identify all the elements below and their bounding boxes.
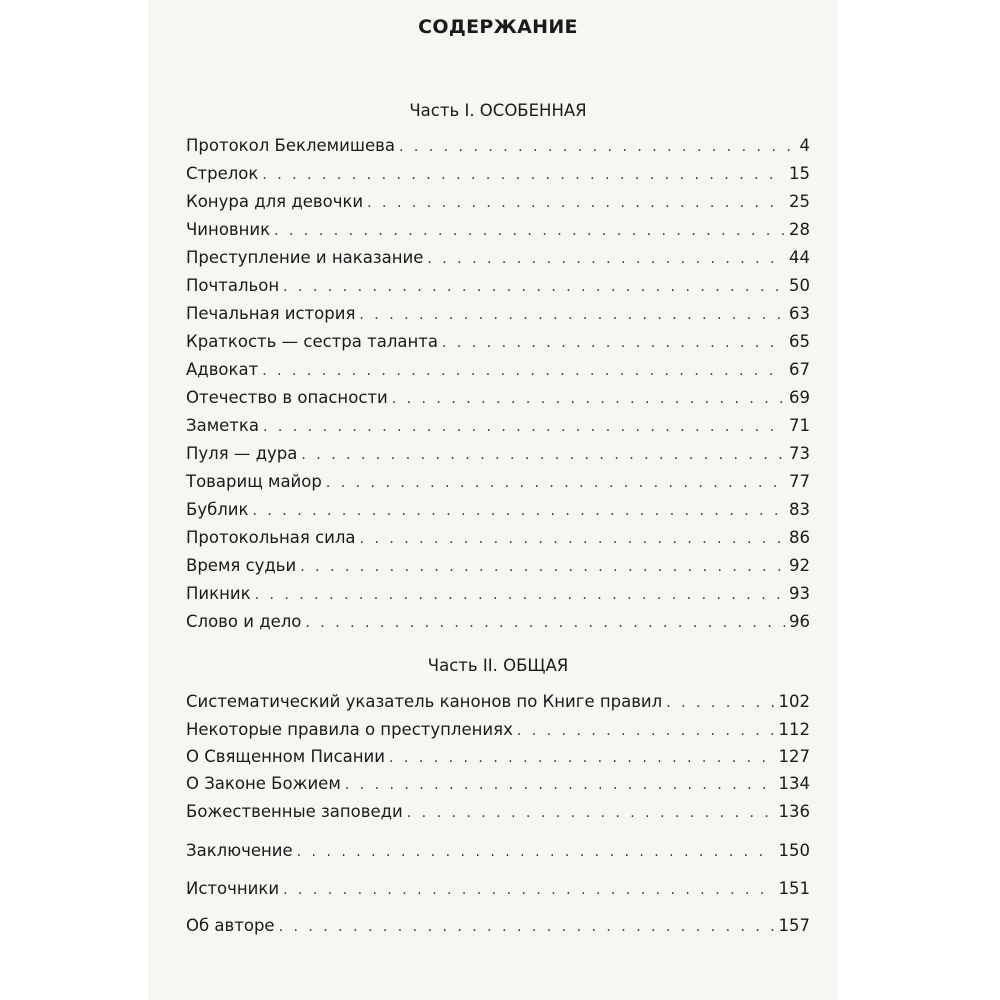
dot-leader	[517, 720, 775, 742]
dot-leader	[427, 248, 785, 270]
entry-title: Источники	[186, 879, 280, 898]
dot-leader	[389, 747, 774, 769]
toc-entry	[186, 527, 810, 549]
dot-leader	[367, 192, 785, 214]
toc-entry	[186, 611, 810, 633]
dot-leader	[359, 304, 785, 326]
entry-page: 86	[789, 528, 810, 547]
entry-title: Краткость — сестра таланта	[186, 332, 438, 351]
entry-page: 93	[789, 584, 810, 603]
entry-page: 150	[778, 841, 810, 860]
entry-title: Пуля — дура	[186, 444, 298, 463]
entry-title: Почтальон	[186, 276, 280, 295]
entry-page: 83	[789, 500, 810, 519]
entry-page: 136	[778, 802, 810, 821]
part2-heading: Часть II. ОБЩАЯ	[427, 656, 569, 675]
entry-title: Об авторе	[186, 916, 275, 935]
entry-page: 15	[789, 164, 810, 183]
toc-entry	[186, 773, 810, 795]
entry-title: Преступление и наказание	[186, 248, 424, 267]
toc-entry	[186, 359, 810, 381]
entry-page: 96	[789, 612, 810, 631]
dot-leader	[345, 774, 775, 796]
dot-leader	[360, 528, 785, 550]
entry-page: 69	[789, 388, 810, 407]
entry-page: 157	[778, 916, 810, 935]
toc-title: СОДЕРЖАНИЕ	[418, 16, 578, 38]
entry-page: 44	[789, 248, 810, 267]
toc-entry	[186, 135, 810, 157]
entry-page: 63	[789, 304, 810, 323]
entry-title: Протокол Беклемишева	[186, 136, 395, 155]
dot-leader	[666, 692, 774, 714]
dot-leader	[279, 916, 775, 938]
entry-title: Время судьи	[186, 556, 297, 575]
dot-leader	[283, 879, 774, 901]
entry-page: 4	[799, 136, 810, 155]
entry-page: 73	[789, 444, 810, 463]
entry-title: Бублик	[186, 500, 249, 519]
table-of-contents	[186, 0, 810, 1000]
entry-title: Товарищ майор	[186, 472, 322, 491]
toc-entry	[186, 801, 810, 823]
entry-title: Отечество в опасности	[186, 388, 388, 407]
toc-entry	[186, 275, 810, 297]
entry-title: Некоторые правила о преступлениях	[186, 720, 513, 739]
entry-title: Чиновник	[186, 220, 271, 239]
toc-entry	[186, 415, 810, 437]
entry-title: Систематический указатель канонов по Книге правил	[186, 692, 663, 711]
entry-title: Адвокат	[186, 360, 259, 379]
toc-entry	[186, 499, 810, 521]
entry-title: О Законе Божием	[186, 774, 341, 793]
dot-leader	[255, 584, 785, 606]
entry-page: 112	[778, 720, 810, 739]
entry-title: О Священном Писании	[186, 747, 386, 766]
dot-leader	[399, 136, 796, 158]
toc-entry	[186, 878, 810, 900]
dot-leader	[283, 276, 785, 298]
toc-entry	[186, 719, 810, 741]
part1-heading: Часть I. ОСОБЕННАЯ	[409, 101, 587, 120]
entry-page: 65	[789, 332, 810, 351]
entry-page: 67	[789, 360, 810, 379]
entry-title: Конура для девочки	[186, 192, 364, 211]
entry-page: 71	[789, 416, 810, 435]
toc-entry	[186, 247, 810, 269]
entry-page: 92	[789, 556, 810, 575]
dot-leader	[407, 802, 775, 824]
toc-entry	[186, 691, 810, 713]
dot-leader	[442, 332, 785, 354]
entry-title: Заметка	[186, 416, 259, 435]
entry-title: Стрелок	[186, 164, 259, 183]
dot-leader	[326, 472, 785, 494]
entry-page: 127	[778, 747, 810, 766]
dot-leader	[274, 220, 785, 242]
toc-entry	[186, 840, 810, 862]
toc-entry	[186, 471, 810, 493]
entry-title: Печальная история	[186, 304, 356, 323]
toc-entry	[186, 303, 810, 325]
toc-entry	[186, 555, 810, 577]
entry-page: 102	[778, 692, 810, 711]
entry-title: Протокольная сила	[186, 528, 356, 547]
toc-entry	[186, 387, 810, 409]
dot-leader	[305, 612, 785, 634]
toc-entry	[186, 746, 810, 768]
dot-leader	[263, 416, 785, 438]
entry-title: Пикник	[186, 584, 251, 603]
dot-leader	[300, 556, 785, 578]
dot-leader	[392, 388, 785, 410]
entry-page: 25	[789, 192, 810, 211]
toc-entry	[186, 191, 810, 213]
toc-entry	[186, 915, 810, 937]
dot-leader	[301, 444, 785, 466]
toc-entry	[186, 163, 810, 185]
entry-page: 151	[778, 879, 810, 898]
dot-leader	[262, 360, 785, 382]
dot-leader	[297, 841, 775, 863]
entry-title: Заключение	[186, 841, 293, 860]
entry-title: Слово и дело	[186, 612, 302, 631]
dot-leader	[253, 500, 786, 522]
toc-entry	[186, 219, 810, 241]
entry-page: 50	[789, 276, 810, 295]
entry-title: Божественные заповеди	[186, 802, 403, 821]
dot-leader	[262, 164, 785, 186]
toc-entry	[186, 583, 810, 605]
toc-entry	[186, 443, 810, 465]
entry-page: 28	[789, 220, 810, 239]
entry-page: 134	[778, 774, 810, 793]
entry-page: 77	[789, 472, 810, 491]
toc-entry	[186, 331, 810, 353]
